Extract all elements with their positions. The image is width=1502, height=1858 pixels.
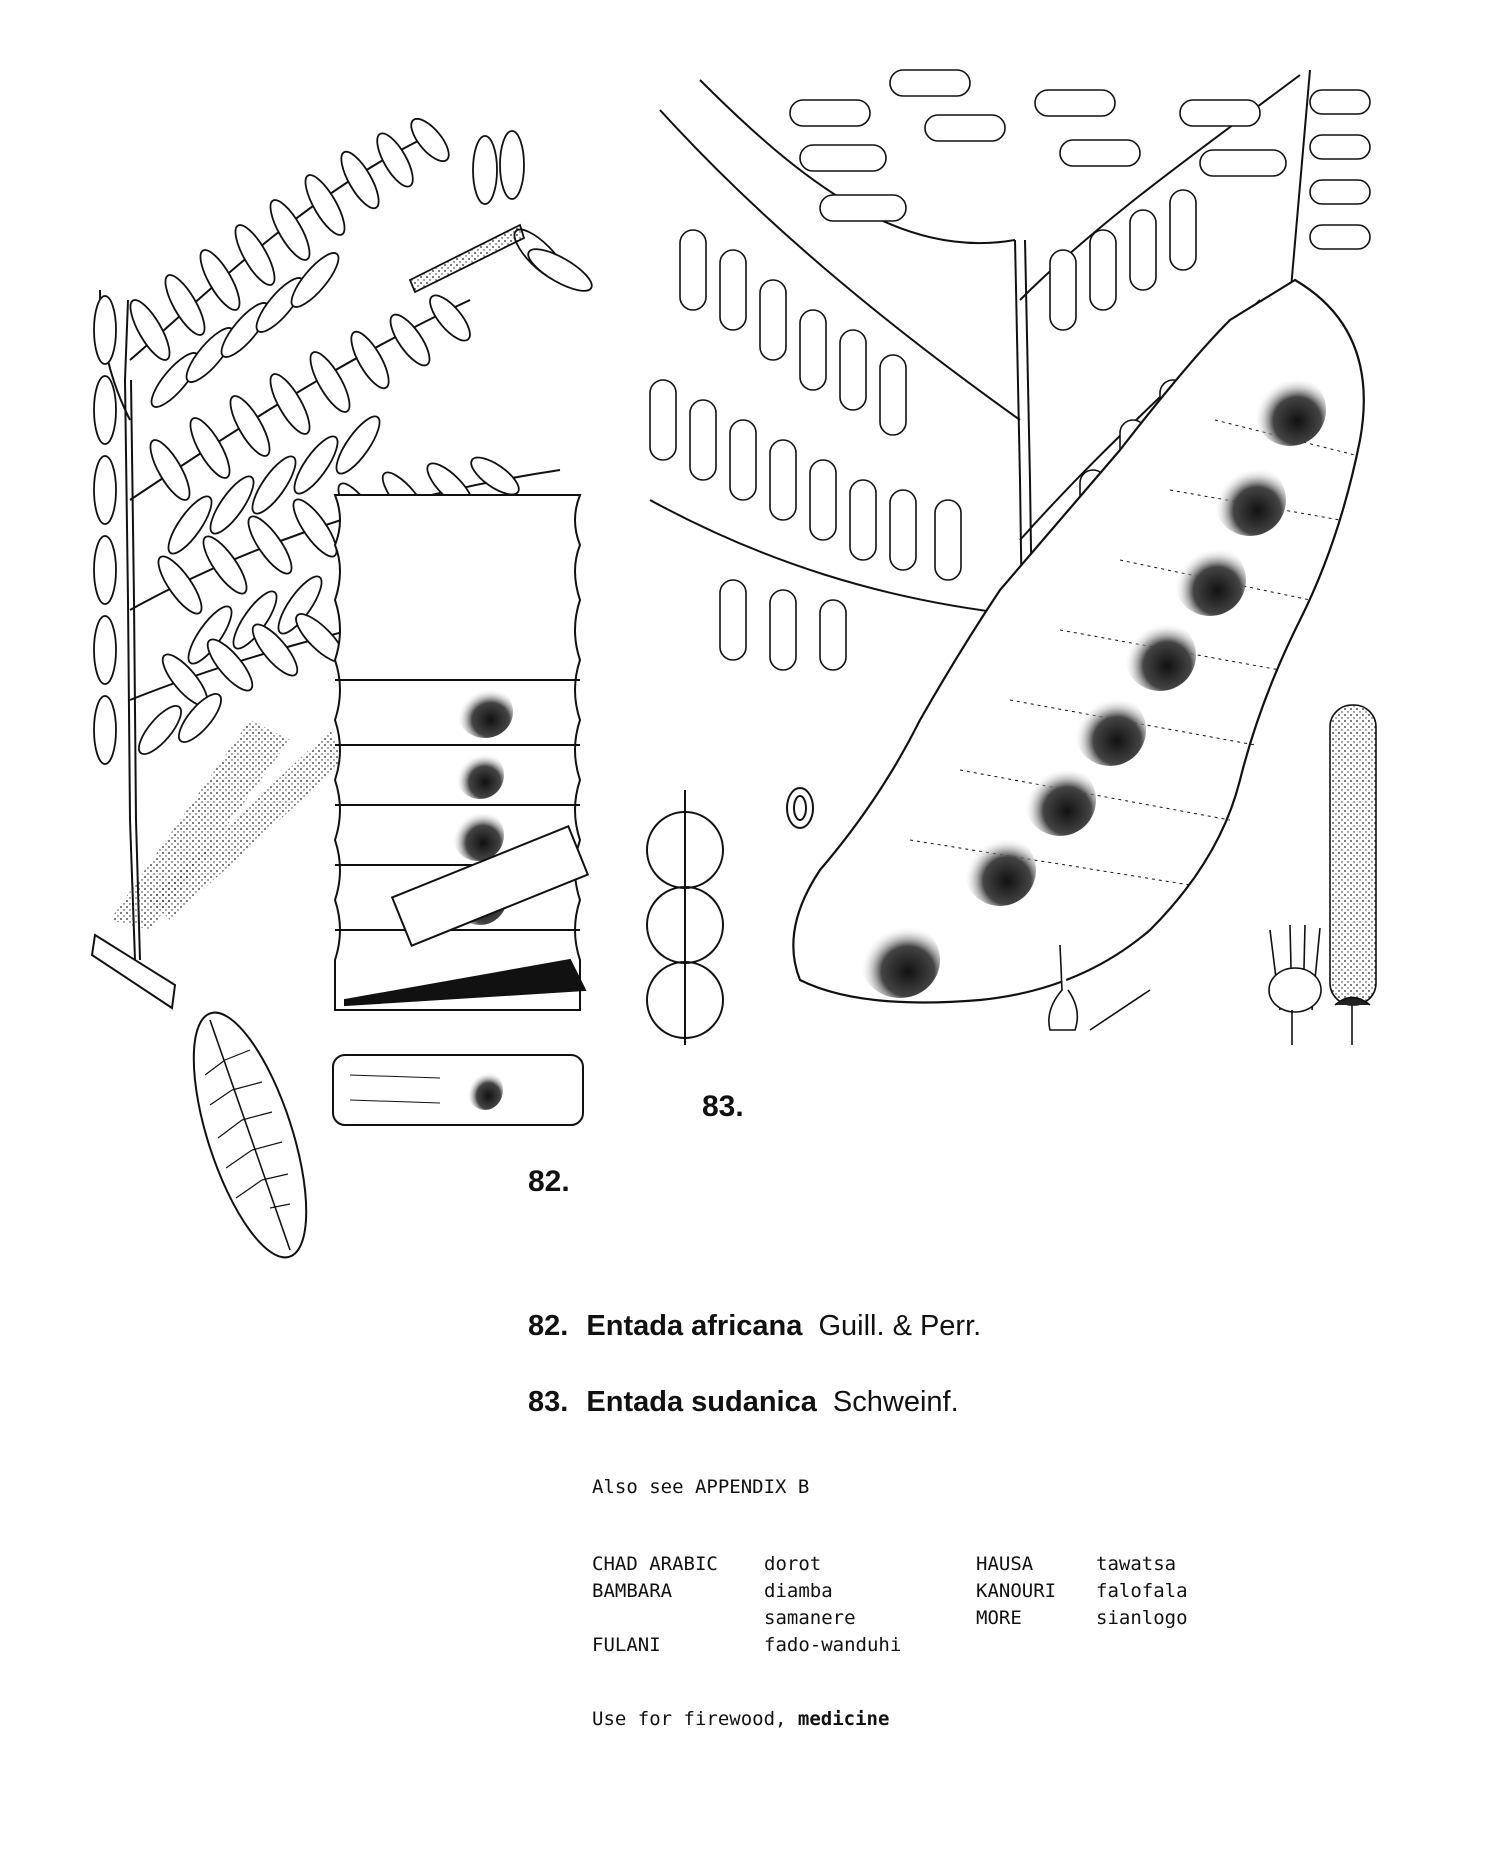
language-name: KANOURI (976, 1580, 1057, 1602)
fig83-pod (793, 280, 1363, 1030)
language-name: MORE (976, 1607, 1022, 1629)
caption-82 (528, 1310, 981, 1343)
table-row (592, 1579, 1188, 1606)
vernacular-name: fado-wanduhi (764, 1634, 902, 1656)
vernacular-name (1096, 1633, 1188, 1660)
figure-label-82: 82. (528, 1165, 570, 1198)
fig83-inflorescence (1269, 705, 1376, 1045)
caption-83 (528, 1386, 959, 1419)
vernacular-names-table (592, 1552, 1232, 1660)
uses-line (592, 1708, 889, 1730)
language-name: BAMBARA (592, 1580, 673, 1602)
table-row (592, 1606, 1188, 1633)
figure-label-83: 83. (702, 1090, 744, 1123)
language-name (976, 1633, 1096, 1660)
see-also-note: Also see APPENDIX B (592, 1476, 810, 1498)
uses-text: Use for firewood, (592, 1708, 787, 1730)
table-row (592, 1552, 1188, 1579)
caption-species: Entada africana (586, 1310, 803, 1342)
caption-author: Guill. & Perr. (818, 1310, 982, 1342)
fig83-seed-chain (647, 788, 813, 1045)
language-name: FULANI (592, 1634, 661, 1656)
caption-species: Entada sudanica (586, 1386, 817, 1418)
vernacular-name: samanere (764, 1607, 856, 1629)
language-name (592, 1606, 764, 1633)
caption-number: 82. (528, 1310, 569, 1342)
vernacular-name: diamba (764, 1580, 833, 1602)
caption-number: 83. (528, 1386, 569, 1418)
fig82-pod (333, 495, 588, 1125)
language-name: CHAD ARABIC (592, 1553, 718, 1575)
caption-author: Schweinf. (832, 1386, 959, 1418)
fig82-leaflet-detail (171, 1000, 330, 1260)
vernacular-name: sianlogo (1096, 1607, 1188, 1629)
vernacular-name: falofala (1096, 1580, 1188, 1602)
table-row (592, 1633, 1188, 1660)
vernacular-name: dorot (764, 1553, 822, 1575)
uses-emphasis: medicine (797, 1708, 890, 1730)
language-name: HAUSA (976, 1553, 1034, 1575)
vernacular-name: tawatsa (1096, 1553, 1177, 1575)
